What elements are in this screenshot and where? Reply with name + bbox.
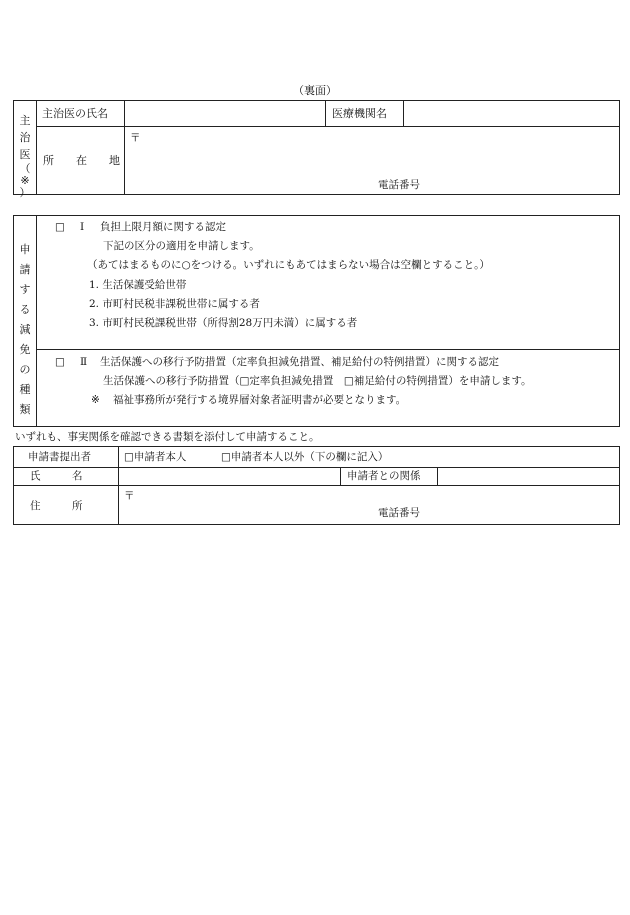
- option2-numeral: Ⅱ: [80, 356, 88, 368]
- option2-note: 福祉事務所が発行する境界層対象者証明書が必要となります。: [113, 394, 407, 406]
- option2-checkbox[interactable]: □: [55, 356, 65, 368]
- section-char: 申: [19, 243, 31, 256]
- option1-title: 負担上限月額に関する認定: [100, 221, 226, 233]
- option1-item-2: 2. 市町村民税非課税世帯に属する者: [89, 298, 260, 310]
- option2-line1: 生活保護への移行予防措置（□定率負担減免措置 □補足給付の特例措置）を申請します。: [103, 375, 532, 387]
- submitter-address-label: 住 所: [30, 500, 83, 512]
- submitter-other-option[interactable]: □申請者本人以外（下の欄に記入）: [221, 451, 389, 463]
- option1-line1: 下記の区分の適用を申請します。: [103, 240, 260, 252]
- section-char: 免: [19, 343, 31, 356]
- divider: [403, 100, 404, 126]
- reduction-section-label: [14, 240, 36, 420]
- option1-line2: （あてはまるものに○をつける。いずれにもあてはまらない場合は空欄とすること。）: [87, 259, 490, 271]
- submitter-name-field[interactable]: [120, 468, 338, 484]
- divider: [118, 446, 119, 525]
- divider: [36, 126, 620, 127]
- option1-numeral: Ⅰ: [80, 221, 85, 233]
- note-mark: ※: [91, 394, 100, 406]
- phone-label: 電話番号: [378, 179, 420, 191]
- divider: [36, 215, 37, 427]
- section-char: ）: [19, 186, 31, 199]
- submitter-phone-label: 電話番号: [378, 507, 420, 519]
- submitter-self-option[interactable]: □申請者本人: [124, 451, 187, 463]
- divider: [325, 100, 326, 126]
- divider: [36, 100, 37, 195]
- section-char: す: [19, 283, 31, 296]
- section-char: 類: [19, 403, 31, 416]
- address-label: 所 在 地: [43, 154, 120, 167]
- submitter-name-label: 氏 名: [30, 470, 83, 482]
- postal-mark: 〒: [130, 132, 141, 144]
- page-title: （裏面）: [293, 84, 337, 97]
- option2-title: 生活保護への移行予防措置（定率負担減免措置、補足給付の特例措置）に関する認定: [100, 356, 499, 368]
- physician-section-label: [14, 112, 36, 198]
- relation-field[interactable]: [439, 468, 617, 484]
- physician-name-label: 主治医の氏名: [42, 107, 108, 120]
- section-char: 種: [19, 383, 31, 396]
- section-char: （: [19, 162, 31, 175]
- option1-item-1: 1. 生活保護受給世帯: [89, 279, 187, 291]
- submitter-label: 申請書提出者: [28, 451, 91, 463]
- physician-name-field[interactable]: [126, 102, 323, 124]
- address-field[interactable]: [126, 128, 617, 192]
- divider: [36, 349, 620, 350]
- submitter-postal-mark: 〒: [124, 490, 135, 502]
- divider: [340, 467, 341, 485]
- section-char: 請: [19, 263, 31, 276]
- divider: [437, 467, 438, 485]
- section-char: 治: [19, 131, 31, 144]
- relation-label: 申請者との関係: [347, 470, 421, 482]
- divider: [13, 485, 620, 486]
- section-char: の: [19, 363, 31, 376]
- section-char: ※: [20, 174, 30, 187]
- section-char: 医: [19, 148, 31, 161]
- option1-checkbox[interactable]: □: [55, 221, 65, 233]
- section-char: 減: [19, 323, 31, 336]
- submitter-address-field[interactable]: [120, 487, 617, 523]
- divider: [124, 100, 125, 195]
- section-char: る: [19, 303, 31, 316]
- option1-item-3: 3. 市町村民税課税世帯（所得割28万円未満）に属する者: [89, 317, 358, 329]
- section-char: 主: [19, 114, 31, 127]
- attach-note: いずれも、事実関係を確認できる書類を添付して申請すること。: [15, 431, 320, 443]
- institution-label: 医療機関名: [332, 107, 387, 120]
- institution-field[interactable]: [405, 102, 617, 124]
